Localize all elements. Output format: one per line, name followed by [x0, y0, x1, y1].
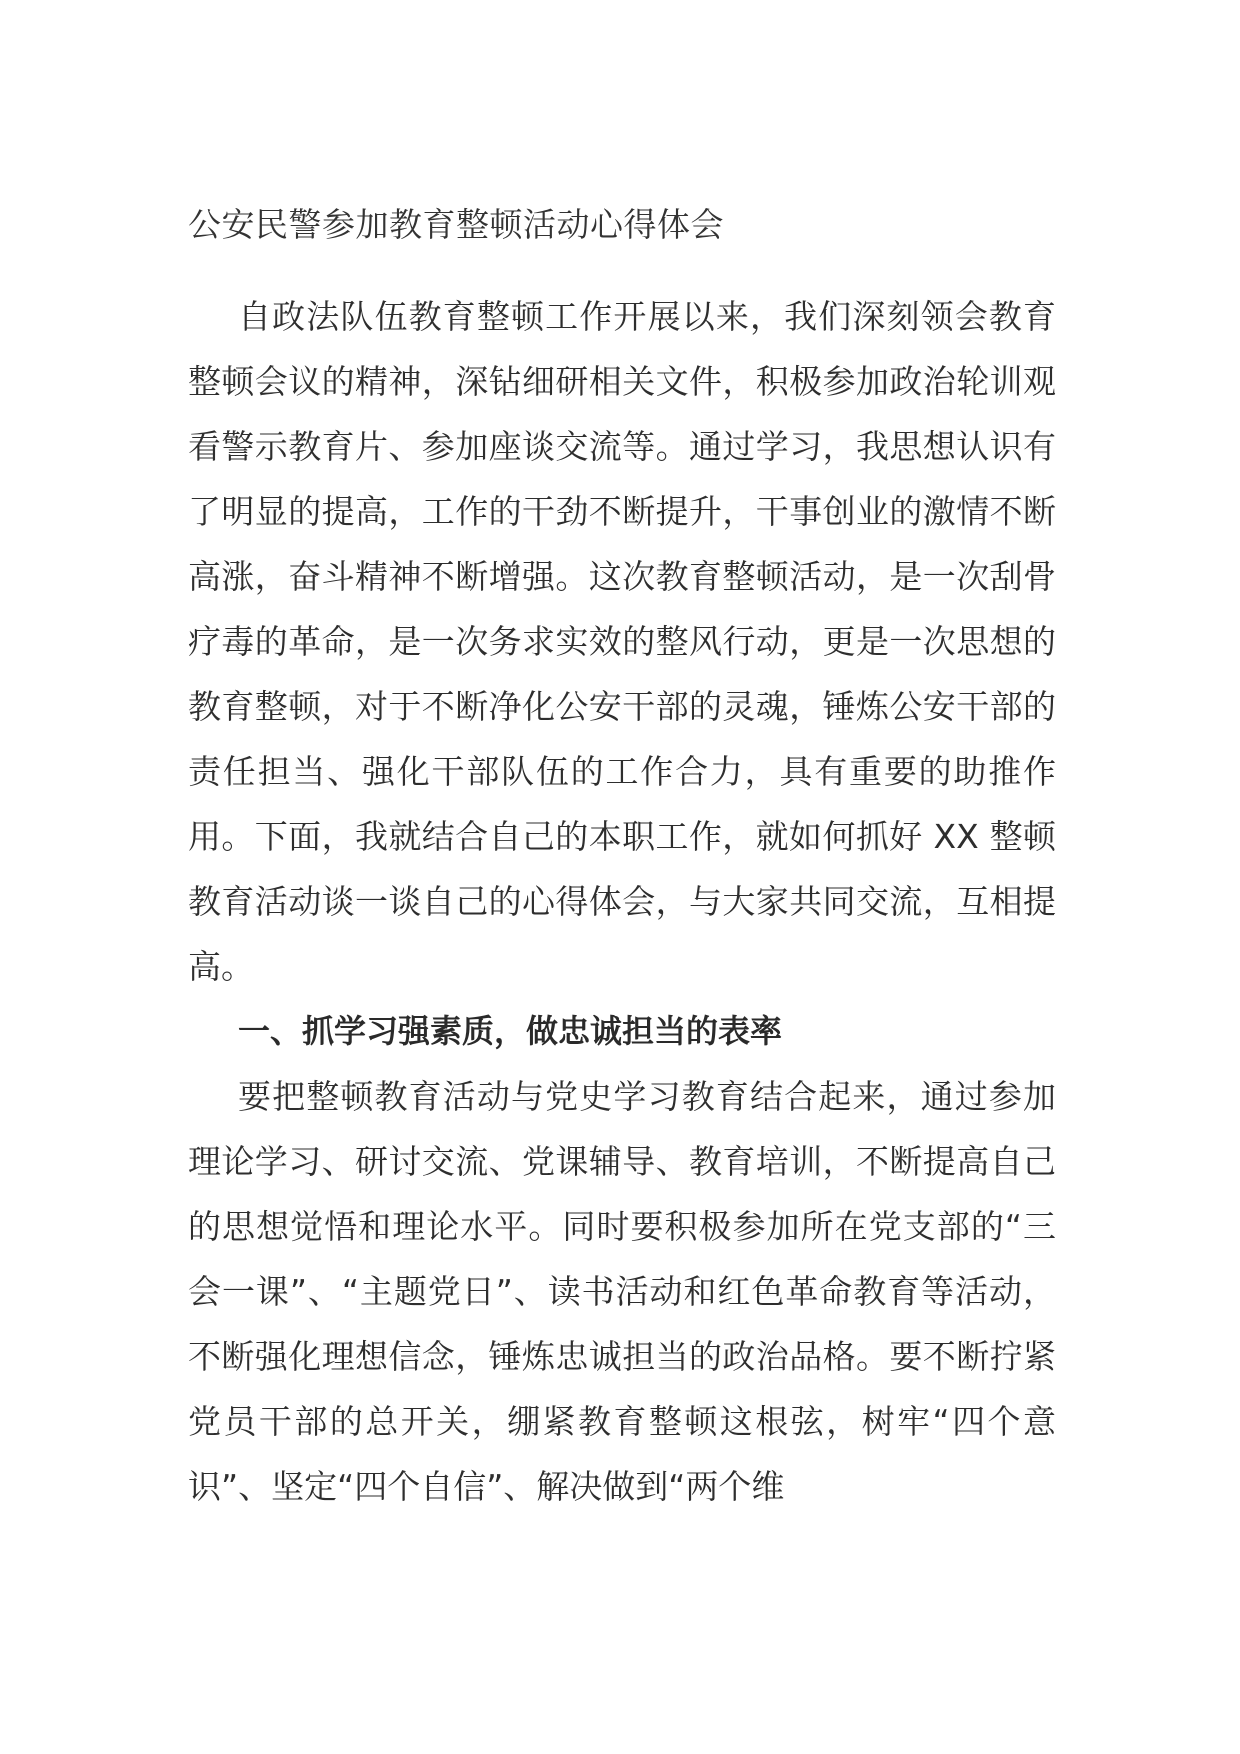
section-heading-1: 一、抓学习强素质，做忠诚担当的表率 [238, 1012, 783, 1050]
section-1-paragraph: 要把整顿教育活动与党史学习教育结合起来，通过参加理论学习、研讨交流、党课辅导、教育培训，不断提高自己的思想觉悟和理论水平。同时要积极参加所在党支部的“三会一课”、“主题党日”、读书活动和红色革命教育等活动，不断强化理想信念，锤炼忠诚担当的政治品格。要不断拧紧党员干部的总开关，绷紧教育整顿这根弦，树牢“四个意识”、坚定“四个自信”、解决做到“两个维 [188, 1077, 1056, 1506]
document-title: 公安民警参加教育整顿活动心得体会 [188, 205, 724, 244]
intro-paragraph: 自政法队伍教育整顿工作开展以来，我们深刻领会教育整顿会议的精神，深钻细研相关文件，积极参加政治轮训观看警示教育片、参加座谈交流等。通过学习，我思想认识有了明显的提高，工作的干劲不断提升，干事创业的激情不断高涨，奋斗精神不断增强。这次教育整顿活动，是一次刮骨疗毒的革命，是一次务求实效的整风行动，更是一次思想的教育整顿，对于不断净化公安干部的灵魂，锤炼公安干部的责任担当、强化干部队伍的工作合力，具有重要的助推作用。下面，我就结合自己的本职工作，就如何抓好 XX 整顿教育活动谈一谈自己的心得体会，与大家共同交流，互相提高。 [188, 297, 1056, 986]
document-page [188, 200, 1056, 1519]
